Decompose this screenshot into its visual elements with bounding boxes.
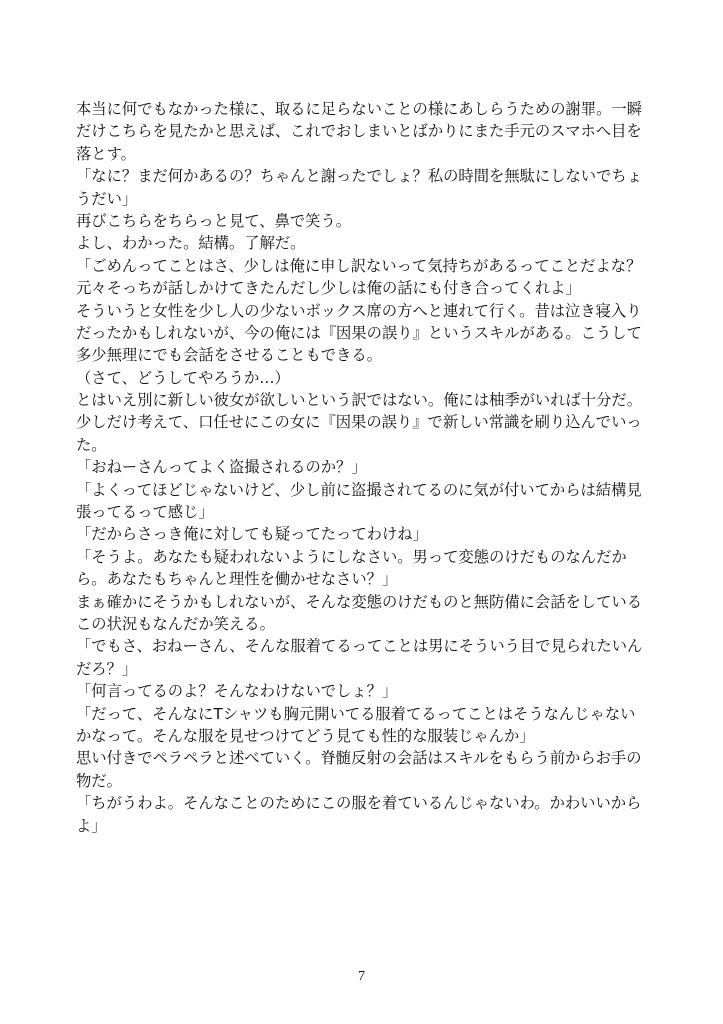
text-line: 思い付きでペラペラと述べていく。脊髄反射の会話はスキルをもらう前からお手の (76, 749, 642, 768)
text-line: 「なに？まだ何かあるの？ちゃんと謝ったでしょ？私の時間を無駄にしないでちょ (76, 167, 642, 186)
text-line: （さて、どうしてやろうか…） (76, 368, 290, 387)
text-line: 再びこちらをちらっと見て、鼻で笑う。 (76, 211, 352, 230)
text-line: 「でもさ、おねーさん、そんな服着てるってことは男にそういう目で見られたいん (76, 637, 643, 656)
text-line: だろ？」 (76, 659, 138, 678)
text-line: 少しだけ考えて、口任せにこの女に『因果の誤り』で新しい常識を刷り込んでいっ (76, 413, 642, 432)
text-line: 「だからさっき俺に対しても疑ってたってわけね」 (76, 525, 428, 544)
text-line: 「おねーさんってよく盗撮されるのか？」 (76, 458, 367, 477)
text-line: 本当に何でもなかった様に、取るに足らないことの様にあしらうための謝罪。一瞬 (76, 100, 642, 118)
text-line: だったかもしれないが、今の俺には『因果の誤り』というスキルがある。こうして (76, 323, 642, 342)
text-line: この状況もなんだか笑える。 (76, 614, 275, 633)
text-line: まぁ確かにそうかもしれないが、そんな変態のけだものと無防備に会話をしている (76, 592, 642, 611)
page-number: 7 (358, 969, 365, 984)
text-line: 「ごめんってことはさ、少しは俺に申し訳ないって気持ちがあるってことだよな？ (76, 256, 642, 275)
text-line: よ」 (76, 816, 107, 835)
text-line: 張ってるって感じ」 (76, 503, 214, 522)
text-line: 元々そっちが話しかけてきたんだし少しは俺の話にも付き合ってくれよ」 (76, 279, 581, 298)
text-line: うだい」 (76, 189, 138, 208)
text-line: 「そうよ。あなたも疑われないようにしなさい。男って変態のけだものなんだか (76, 547, 627, 566)
text-line: かなって。そんな服を見せつけてどう見ても性的な服装じゃんか」 (76, 726, 535, 745)
text-line: よし、わかった。結構。了解だ。 (76, 234, 306, 253)
body-text (76, 98, 654, 837)
text-line: そういうと女性を少し人の少ないボックス席の方へと連れて行く。昔は泣き寝入り (76, 301, 642, 320)
text-line: 「何言ってるのよ？そんなわけないでしょ？」 (76, 682, 398, 701)
text-line: とはいえ別に新しい彼女が欲しいという訳ではない。俺には柚季がいれば十分だ。 (76, 391, 642, 410)
text-line: だけこちらを見たかと思えば、これでおしまいとばかりにまた手元のスマホへ目を (76, 122, 642, 141)
text-line: 物だ。 (76, 771, 122, 790)
text-line: た。 (76, 435, 107, 454)
text-line: 多少無理にでも会話をさせることもできる。 (76, 346, 382, 365)
text-line: 落とす。 (76, 144, 136, 163)
text-line: 「ちがうわよ。そんなことのためにこの服を着ているんじゃないわ。かわいいから (76, 794, 642, 813)
text-line: 「よくってほどじゃないけど、少し前に盗撮されてるのに気が付いてからは結構見 (76, 480, 642, 499)
text-line: 「だって、そんなにTシャツも胸元開いてる服着てるってことはそうなんじゃない (76, 704, 636, 723)
text-line: ら。あなたもちゃんと理性を働かせなさい？」 (76, 570, 398, 589)
